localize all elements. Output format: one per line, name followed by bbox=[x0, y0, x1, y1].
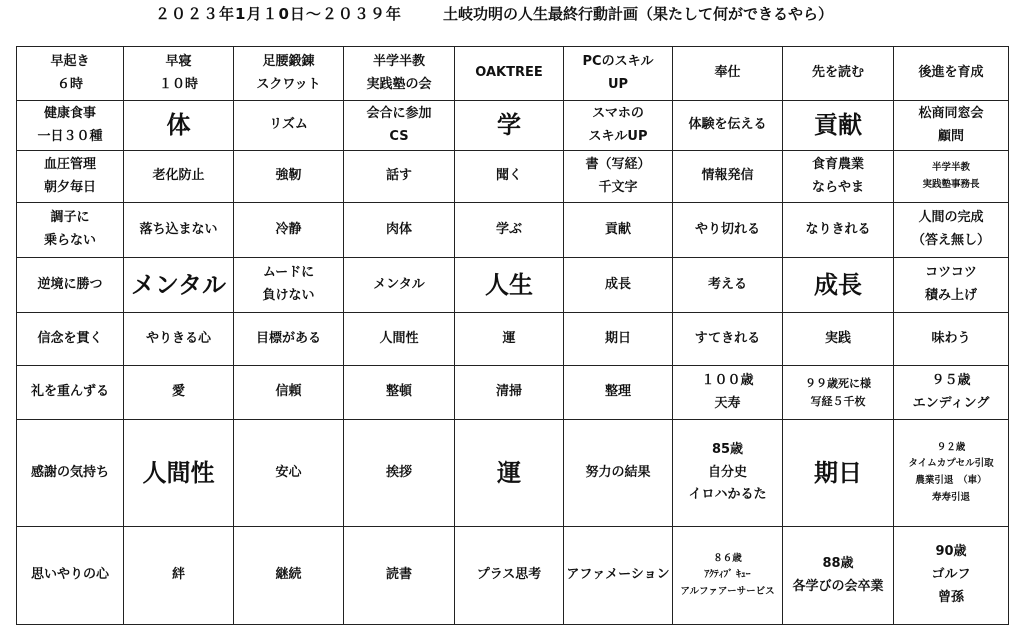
cell-text-line: 半学半教 bbox=[931, 161, 970, 173]
table-cell bbox=[673, 47, 783, 101]
cell-text-line: 写経５千枚 bbox=[810, 394, 866, 408]
cell-text-line: 90歳 bbox=[935, 544, 967, 560]
table-cell bbox=[344, 47, 455, 101]
table-cell bbox=[564, 258, 673, 313]
cell-text-line: スクワット bbox=[256, 76, 321, 92]
cell-text-line: OAKTREE bbox=[475, 65, 543, 81]
cell-text-line: 負けない bbox=[262, 288, 315, 303]
cell-text-line: 天寿 bbox=[714, 395, 741, 411]
cell-text-line: スマホの bbox=[592, 105, 644, 121]
cell-text-line: 体 bbox=[166, 111, 191, 140]
table-cell bbox=[124, 203, 234, 258]
table-cell bbox=[783, 203, 894, 258]
table-cell bbox=[673, 313, 783, 366]
cell-text-line: 顧問 bbox=[937, 128, 964, 144]
cell-text-line: 継続 bbox=[275, 567, 302, 583]
cell-text-line: 血圧管理 bbox=[43, 156, 96, 172]
cell-text-line: 人間性 bbox=[379, 330, 419, 346]
cell-text-line: メンタル bbox=[130, 270, 227, 299]
cell-text-line: 強靭 bbox=[275, 168, 302, 184]
table-cell bbox=[17, 420, 124, 527]
table-cell bbox=[673, 420, 783, 527]
cell-text-line: アファメーション bbox=[566, 567, 670, 583]
cell-text-line: 整頓 bbox=[385, 384, 412, 400]
table-cell bbox=[894, 420, 1009, 527]
table-cell bbox=[455, 203, 564, 258]
table-row bbox=[17, 527, 1009, 625]
table-cell bbox=[344, 366, 455, 420]
cell-text-line: 88歳 bbox=[822, 555, 854, 571]
cell-text-line: なりきれる bbox=[805, 221, 871, 237]
cell-text-line: コツコツ bbox=[925, 265, 977, 281]
table-cell bbox=[455, 101, 564, 151]
table-cell bbox=[673, 258, 783, 313]
cell-text-line: 早起き bbox=[50, 53, 90, 69]
table-row bbox=[17, 101, 1009, 151]
cell-text-line: 食育農業 bbox=[811, 156, 864, 172]
cell-text-line: 各学びの会卒業 bbox=[792, 578, 884, 594]
table-cell bbox=[455, 151, 564, 203]
cell-text-line: 成長 bbox=[604, 276, 631, 292]
cell-text-line: 信念を貫く bbox=[37, 330, 103, 346]
cell-text-line: ６時 bbox=[56, 76, 83, 92]
cell-text-line: アルファアーサービス bbox=[680, 585, 775, 597]
title-plan-name: 土岐功明の人生最終行動計画（果たして何ができるやら） bbox=[443, 5, 834, 23]
cell-text-line: 一日３０種 bbox=[37, 128, 103, 144]
table-cell bbox=[344, 527, 455, 625]
cell-text-line: 健康食事 bbox=[43, 105, 96, 121]
cell-text-line: 会合に参加 bbox=[366, 105, 432, 121]
cell-text-line: 期日 bbox=[814, 458, 862, 487]
cell-text-line: （答え無し） bbox=[911, 233, 990, 248]
table-row bbox=[17, 47, 1009, 101]
cell-text-line: 信頼 bbox=[275, 384, 302, 400]
cell-text-line: メンタル bbox=[373, 276, 425, 292]
cell-text-line: 情報発信 bbox=[701, 168, 754, 184]
table-cell bbox=[124, 101, 234, 151]
table-cell bbox=[564, 151, 673, 203]
cell-text-line: プラス思考 bbox=[476, 567, 542, 583]
cell-text-line: 体験を伝える bbox=[688, 117, 767, 133]
cell-text-line: 積み上げ bbox=[924, 288, 977, 303]
cell-text-line: ８６歳 bbox=[713, 552, 742, 564]
cell-text-line: 整理 bbox=[604, 384, 631, 400]
cell-text-line: 思いやりの心 bbox=[30, 567, 109, 583]
table-cell bbox=[564, 527, 673, 625]
cell-text-line: 冷静 bbox=[275, 221, 302, 237]
table-cell bbox=[455, 47, 564, 101]
cell-text-line: 人生 bbox=[485, 270, 533, 299]
table-cell bbox=[17, 47, 124, 101]
table-cell bbox=[564, 47, 673, 101]
cell-text-line: 後進を育成 bbox=[918, 65, 984, 81]
cell-text-line: 成長 bbox=[814, 270, 862, 299]
table-row bbox=[17, 258, 1009, 313]
cell-text-line: 考える bbox=[707, 276, 747, 292]
table-cell bbox=[894, 313, 1009, 366]
cell-text-line: 絆 bbox=[171, 567, 185, 583]
table-cell bbox=[124, 258, 234, 313]
title-period: ２０２３年1月１0日～２０３９年 bbox=[155, 5, 402, 23]
cell-text-line: 半学半教 bbox=[372, 53, 425, 69]
table-cell bbox=[455, 527, 564, 625]
cell-text-line: 愛 bbox=[171, 384, 185, 400]
cell-text-line: 感謝の気持ち bbox=[30, 464, 109, 480]
table-cell bbox=[783, 527, 894, 625]
cell-text-line: 実践 bbox=[824, 330, 851, 346]
table-cell bbox=[124, 47, 234, 101]
table-cell bbox=[673, 527, 783, 625]
cell-text-line: リズム bbox=[269, 117, 308, 133]
cell-text-line: タイムカプセル引取 bbox=[908, 458, 994, 470]
table-cell bbox=[673, 366, 783, 420]
cell-text-line: 味わう bbox=[931, 330, 971, 346]
cell-text-line: 実践塾の会 bbox=[366, 76, 432, 92]
table-cell bbox=[783, 101, 894, 151]
cell-text-line: 挨拶 bbox=[385, 464, 412, 480]
table-cell bbox=[673, 101, 783, 151]
table-cell bbox=[344, 313, 455, 366]
cell-text-line: 寿寿引退 bbox=[931, 491, 970, 503]
table-cell bbox=[234, 420, 344, 527]
table-cell bbox=[17, 203, 124, 258]
cell-text-line: ならやま bbox=[811, 179, 864, 195]
table-cell bbox=[455, 366, 564, 420]
cell-text-line: 学 bbox=[497, 111, 521, 140]
table-row bbox=[17, 151, 1009, 203]
cell-text-line: ゴルフ bbox=[931, 567, 971, 583]
cell-text-line: 朝夕毎日 bbox=[43, 179, 96, 195]
cell-text-line: 奉仕 bbox=[714, 65, 741, 81]
cell-text-line: 貢献 bbox=[814, 111, 862, 140]
cell-text-line: UP bbox=[607, 76, 629, 92]
table-cell bbox=[124, 366, 234, 420]
cell-text-line: 貢献 bbox=[604, 221, 631, 237]
cell-text-line: 礼を重んずる bbox=[30, 384, 109, 400]
table-row bbox=[17, 366, 1009, 420]
table-cell bbox=[894, 366, 1009, 420]
cell-text-line: スキルUP bbox=[588, 128, 648, 144]
table-cell bbox=[234, 258, 344, 313]
table-cell bbox=[344, 151, 455, 203]
cell-text-line: 85歳 bbox=[711, 441, 744, 457]
table-cell bbox=[564, 203, 673, 258]
table-cell bbox=[124, 151, 234, 203]
table-cell bbox=[783, 420, 894, 527]
table-cell bbox=[17, 151, 124, 203]
table-cell bbox=[234, 527, 344, 625]
cell-text-line: 清掃 bbox=[495, 384, 522, 400]
cell-text-line: CS bbox=[389, 128, 409, 144]
cell-text-line: 期日 bbox=[604, 330, 631, 346]
table-cell bbox=[673, 203, 783, 258]
cell-text-line: 人間の完成 bbox=[918, 210, 984, 226]
cell-text-line: 目標がある bbox=[255, 330, 321, 346]
table-cell bbox=[894, 527, 1009, 625]
cell-text-line: 先を読む bbox=[811, 65, 864, 81]
cell-text-line: 逆境に勝つ bbox=[37, 276, 103, 292]
cell-text-line: 人間性 bbox=[142, 458, 215, 487]
cell-text-line: 聞く bbox=[495, 168, 522, 184]
table-cell bbox=[234, 101, 344, 151]
cell-text-line: すてきれる bbox=[694, 330, 761, 346]
table-cell bbox=[894, 203, 1009, 258]
cell-text-line: 書（写経） bbox=[585, 156, 651, 172]
cell-text-line: ９５歳 bbox=[931, 372, 971, 388]
cell-text-line: PCのスキル bbox=[582, 53, 654, 69]
table-cell bbox=[17, 527, 124, 625]
table-cell bbox=[17, 101, 124, 151]
table-cell bbox=[124, 420, 234, 527]
cell-text-line: 努力の結果 bbox=[585, 464, 651, 480]
table-cell bbox=[783, 151, 894, 203]
cell-text-line: 千文字 bbox=[598, 179, 638, 195]
cell-text-line: ｱｸﾃｨﾌﾞ ｷｭｰ bbox=[704, 569, 751, 581]
cell-text-line: やりきる心 bbox=[145, 330, 211, 346]
table-cell bbox=[344, 258, 455, 313]
table-cell bbox=[234, 151, 344, 203]
cell-text-line: 肉体 bbox=[385, 221, 412, 237]
cell-text-line: ムードに bbox=[262, 265, 315, 281]
cell-text-line: 安心 bbox=[275, 464, 302, 480]
table-cell bbox=[17, 258, 124, 313]
table-row bbox=[17, 420, 1009, 527]
cell-text-line: 運 bbox=[497, 458, 521, 487]
document-title bbox=[0, 3, 1024, 29]
table-cell bbox=[783, 313, 894, 366]
table-cell bbox=[455, 420, 564, 527]
cell-text-line: １０時 bbox=[158, 76, 198, 92]
table-cell bbox=[783, 258, 894, 313]
table-cell bbox=[673, 151, 783, 203]
cell-text-line: エンディング bbox=[912, 395, 990, 411]
cell-text-line: やり切れる bbox=[694, 221, 760, 237]
table-cell bbox=[234, 47, 344, 101]
table-cell bbox=[17, 313, 124, 366]
table-cell bbox=[783, 47, 894, 101]
table-cell bbox=[234, 366, 344, 420]
cell-text-line: 自分史 bbox=[707, 464, 747, 480]
cell-text-line: 運 bbox=[502, 330, 516, 346]
cell-text-line: 足腰鍛錬 bbox=[262, 53, 315, 69]
cell-text-line: 早寝 bbox=[165, 53, 192, 69]
cell-text-line: 曾孫 bbox=[937, 589, 964, 605]
table-cell bbox=[234, 203, 344, 258]
table-cell bbox=[894, 47, 1009, 101]
table-cell bbox=[894, 258, 1009, 313]
cell-text-line: 老化防止 bbox=[152, 168, 205, 184]
table-cell bbox=[455, 258, 564, 313]
table-cell bbox=[344, 420, 455, 527]
table-row bbox=[17, 203, 1009, 258]
table-cell bbox=[564, 366, 673, 420]
cell-text-line: 農業引退 （車） bbox=[915, 475, 987, 486]
table-cell bbox=[564, 101, 673, 151]
table-cell bbox=[894, 101, 1009, 151]
table-cell bbox=[344, 203, 455, 258]
table-cell bbox=[234, 313, 344, 366]
cell-text-line: １００歳 bbox=[701, 372, 754, 388]
table-cell bbox=[344, 101, 455, 151]
cell-text-line: 松商同窓会 bbox=[918, 105, 984, 121]
table-cell bbox=[455, 313, 564, 366]
cell-text-line: ９９歳死に様 bbox=[805, 376, 871, 390]
cell-text-line: 落ち込まない bbox=[139, 221, 218, 237]
cell-text-line: 話す bbox=[385, 168, 412, 184]
cell-text-line: 調子に bbox=[50, 210, 90, 226]
table-cell bbox=[17, 366, 124, 420]
cell-text-line: 乗らない bbox=[43, 233, 96, 248]
table-cell bbox=[783, 366, 894, 420]
cell-text-line: 読書 bbox=[385, 567, 412, 583]
cell-text-line: 実践塾事務長 bbox=[922, 178, 980, 190]
cell-text-line: ９２歳 bbox=[936, 441, 966, 453]
mandala-chart-table bbox=[16, 46, 1009, 625]
table-cell bbox=[124, 313, 234, 366]
table-cell bbox=[124, 527, 234, 625]
table-cell bbox=[894, 151, 1009, 203]
table-row bbox=[17, 313, 1009, 366]
cell-text-line: 学ぶ bbox=[495, 221, 522, 237]
cell-text-line: イロハかるた bbox=[688, 487, 767, 503]
table-cell bbox=[564, 313, 673, 366]
table-cell bbox=[564, 420, 673, 527]
